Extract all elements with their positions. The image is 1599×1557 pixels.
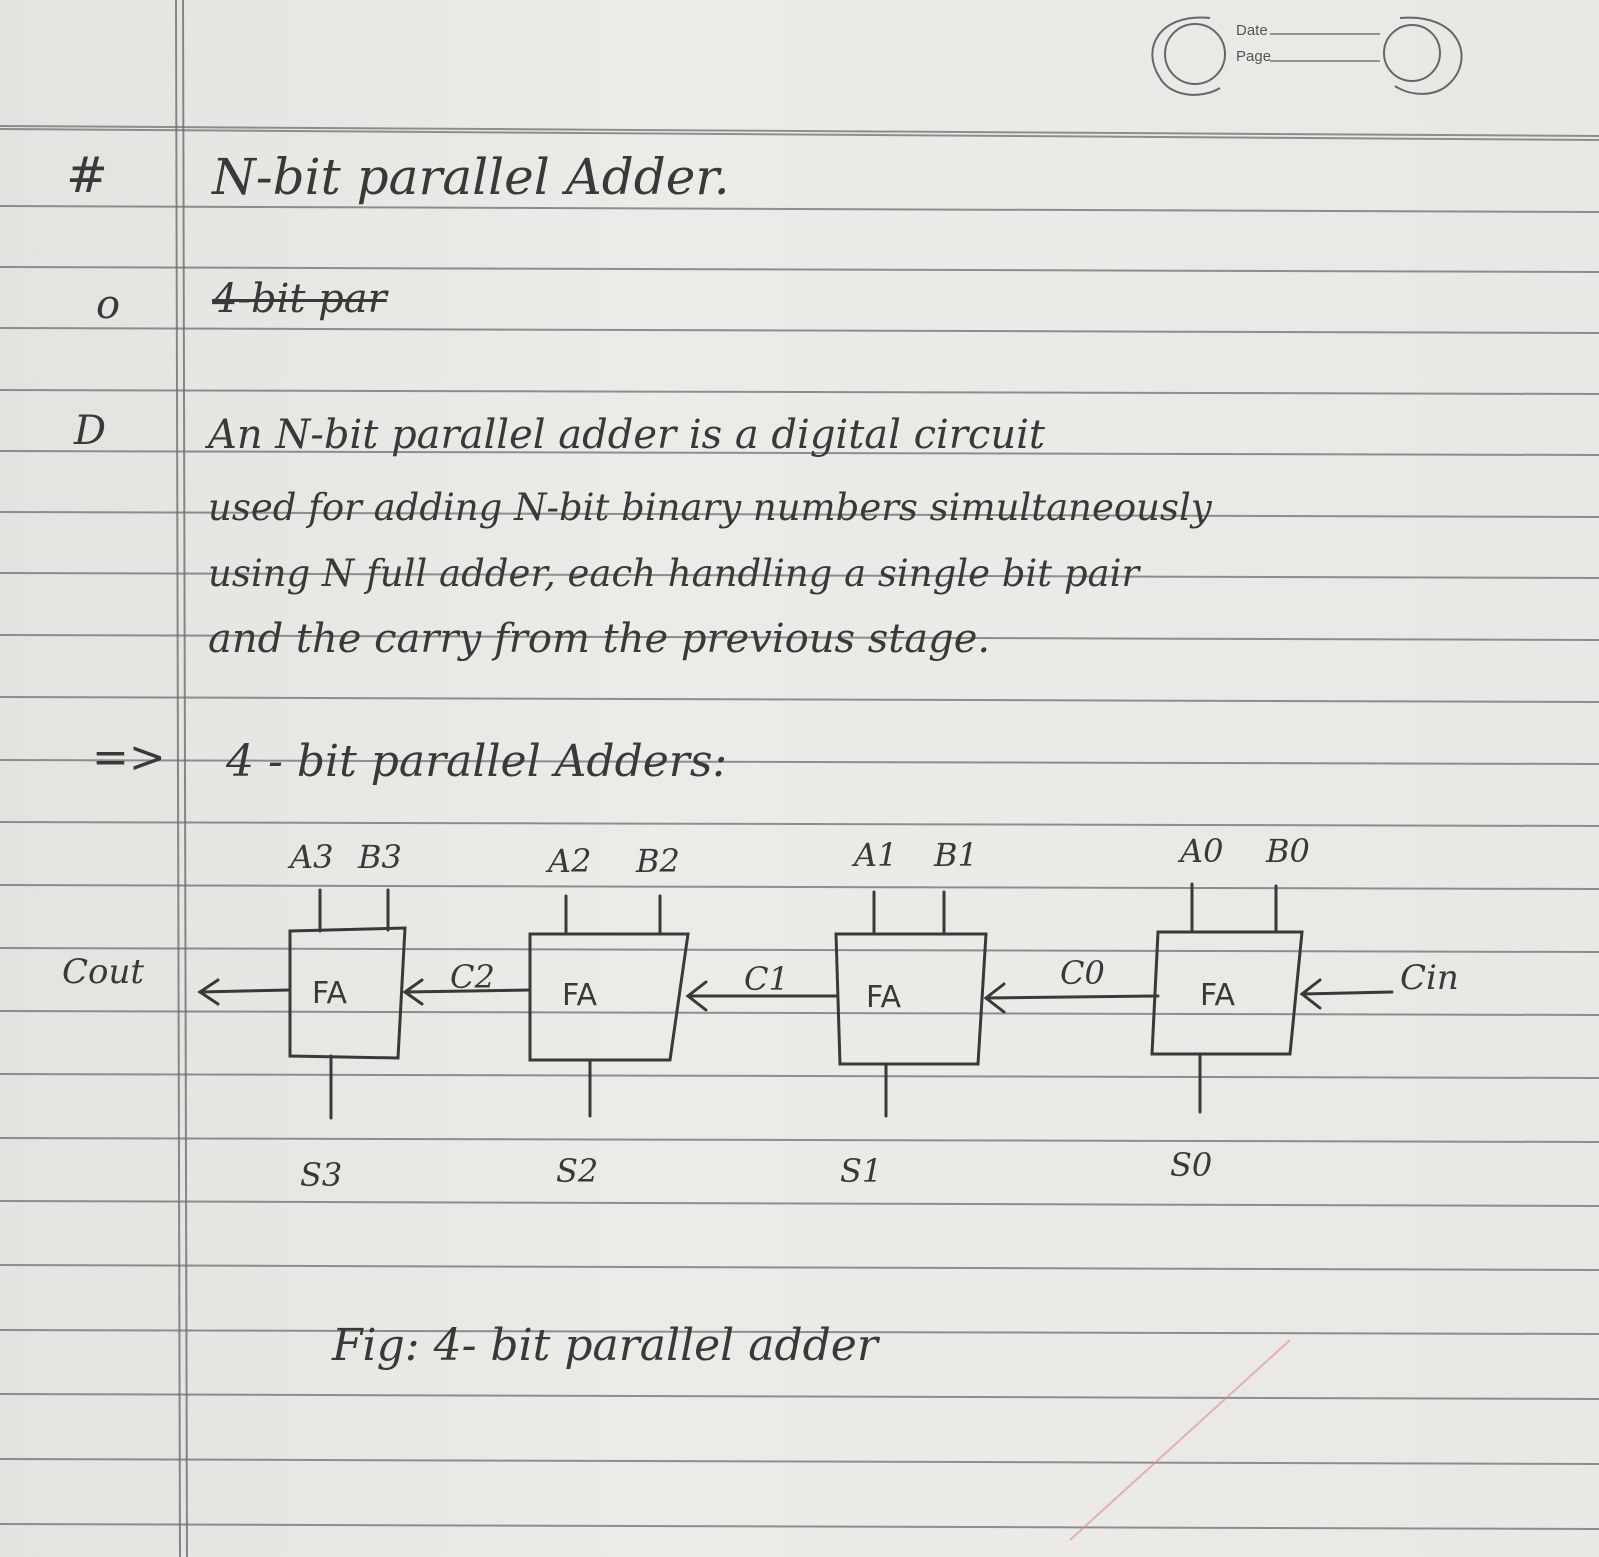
date-label: Date: [1236, 22, 1268, 39]
subheading-bullet: =>: [92, 732, 166, 783]
fa-label: FA: [1200, 978, 1236, 1013]
fa-label: FA: [562, 978, 598, 1013]
input-label-b1: B1: [934, 836, 978, 874]
carry-label-c0: C0: [1060, 954, 1105, 992]
input-label-a0: A0: [1180, 832, 1224, 870]
sum-label-s2: S2: [556, 1152, 599, 1190]
input-label-a3: A3: [290, 838, 334, 876]
input-label-b2: B2: [636, 842, 680, 880]
carry-label-cout: Cout: [62, 952, 145, 992]
definition-line: and the carry from the previous stage.: [208, 616, 991, 662]
fa-label: FA: [866, 980, 902, 1015]
sum-label-s1: S1: [840, 1152, 883, 1190]
carry-label-c2: C2: [450, 958, 495, 996]
carry-wire-cout: [200, 990, 290, 992]
carry-wire-cin: [1302, 992, 1392, 994]
definition-line: An N-bit parallel adder is a digital circuit: [208, 412, 1045, 458]
carry-label-cin: Cin: [1400, 958, 1459, 998]
figure-caption: Fig: 4- bit parallel adder: [332, 1320, 878, 1371]
definition-line: used for adding N-bit binary numbers simultaneously: [208, 486, 1212, 529]
fa-block-2: [530, 934, 688, 1060]
carry-label-c1: C1: [744, 960, 789, 998]
page-label: Page: [1236, 48, 1272, 65]
title-bullet: #: [66, 146, 108, 204]
sum-label-s3: S3: [300, 1156, 343, 1194]
struck-bullet: o: [96, 282, 121, 328]
fa-label: FA: [312, 976, 348, 1011]
definition-bullet: D: [74, 408, 107, 454]
struck-text: 4-bit par: [212, 276, 387, 322]
input-label-a2: A2: [548, 842, 592, 880]
sum-label-s0: S0: [1170, 1146, 1213, 1184]
page-title: N-bit parallel Adder.: [212, 148, 730, 206]
carry-wire-c0: [986, 996, 1158, 998]
input-label-a1: A1: [854, 836, 898, 874]
definition-line: using N full adder, each handling a single bit pair: [208, 552, 1140, 595]
fa-block-3: [290, 928, 405, 1058]
input-label-b3: B3: [358, 838, 402, 876]
fa-block-1: [836, 934, 986, 1064]
subheading: 4 - bit parallel Adders:: [226, 736, 728, 787]
input-label-b0: B0: [1266, 832, 1310, 870]
